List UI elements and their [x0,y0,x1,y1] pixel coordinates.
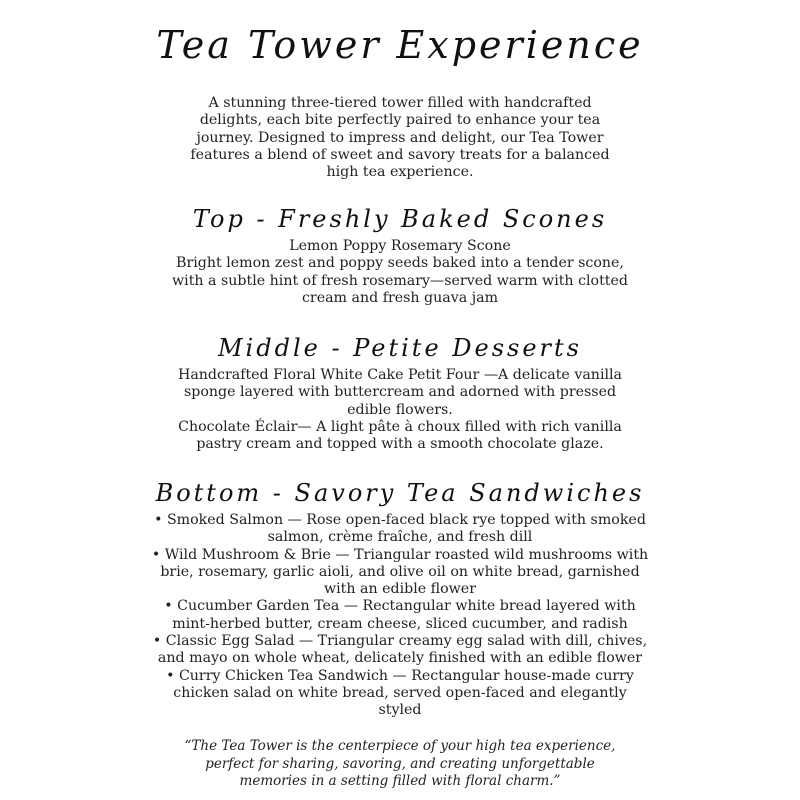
sandwich-item-mushroom-brie: • Wild Mushroom & Brie — Triangular roasted wild mushrooms with brie, rosemary, garlic aioli, and olive oil on white bread, garnished with an edible flower [151,546,649,598]
section-top-scones [0,204,800,307]
section-heading-bottom: Bottom - Savory Tea Sandwiches [155,479,645,507]
section-heading-top: Top - Freshly Baked Scones [192,205,608,233]
scone-description: Bright lemon zest and poppy seeds baked into a tender scone, with a subtle hint of fresh rosemary—served warm with clotted cream and fresh guava jam [172,255,628,306]
section-heading-middle: Middle - Petite Desserts [217,334,582,362]
section-bottom-sandwiches [0,478,800,720]
sandwich-item-salmon: • Smoked Salmon — Rose open-faced black rye topped with smoked salmon, crème fraîche, and fresh dill [154,512,646,546]
dessert-item-petit-four: Handcrafted Floral White Cake Petit Four —A delicate vanilla sponge layered with buttercream and adorned with pressed edible flowers. [177,367,623,418]
sandwich-item-egg-salad: • Classic Egg Salad — Triangular creamy egg salad with dill, chives, and mayo on whole wheat, delicately finished with an edible flower [152,633,648,667]
intro-text: A stunning three-tiered tower filled with handcrafted delights, each bite perfectly paired to enhance your tea journey. Designed to impress and delight, our Tea Tower features a blend of sweet and savory treats for a balanced high tea experience. [190,95,610,181]
dessert-item-eclair: Chocolate Éclair— A light pâte à choux filled with rich vanilla pastry cream and topped with a smooth chocolate glaze. [178,418,622,453]
sandwich-item-cucumber: • Cucumber Garden Tea — Rectangular white bread layered with mint-herbed butter, cream cheese, sliced cucumber, and radish [164,598,636,632]
scone-name: Lemon Poppy Rosemary Scone [289,238,511,254]
page-title: Tea Tower Experience [156,23,644,67]
closing-quote: “The Tea Tower is the centerpiece of your high tea experience, perfect for sharing, savoring, and creating unforgettable memories in a setting filled with floral charm.” [184,738,616,789]
sandwich-item-curry-chicken: • Curry Chicken Tea Sandwich — Rectangular house-made curry chicken salad on white bread, served open-faced and elegantly styled [166,667,634,719]
section-middle-desserts [0,333,800,453]
